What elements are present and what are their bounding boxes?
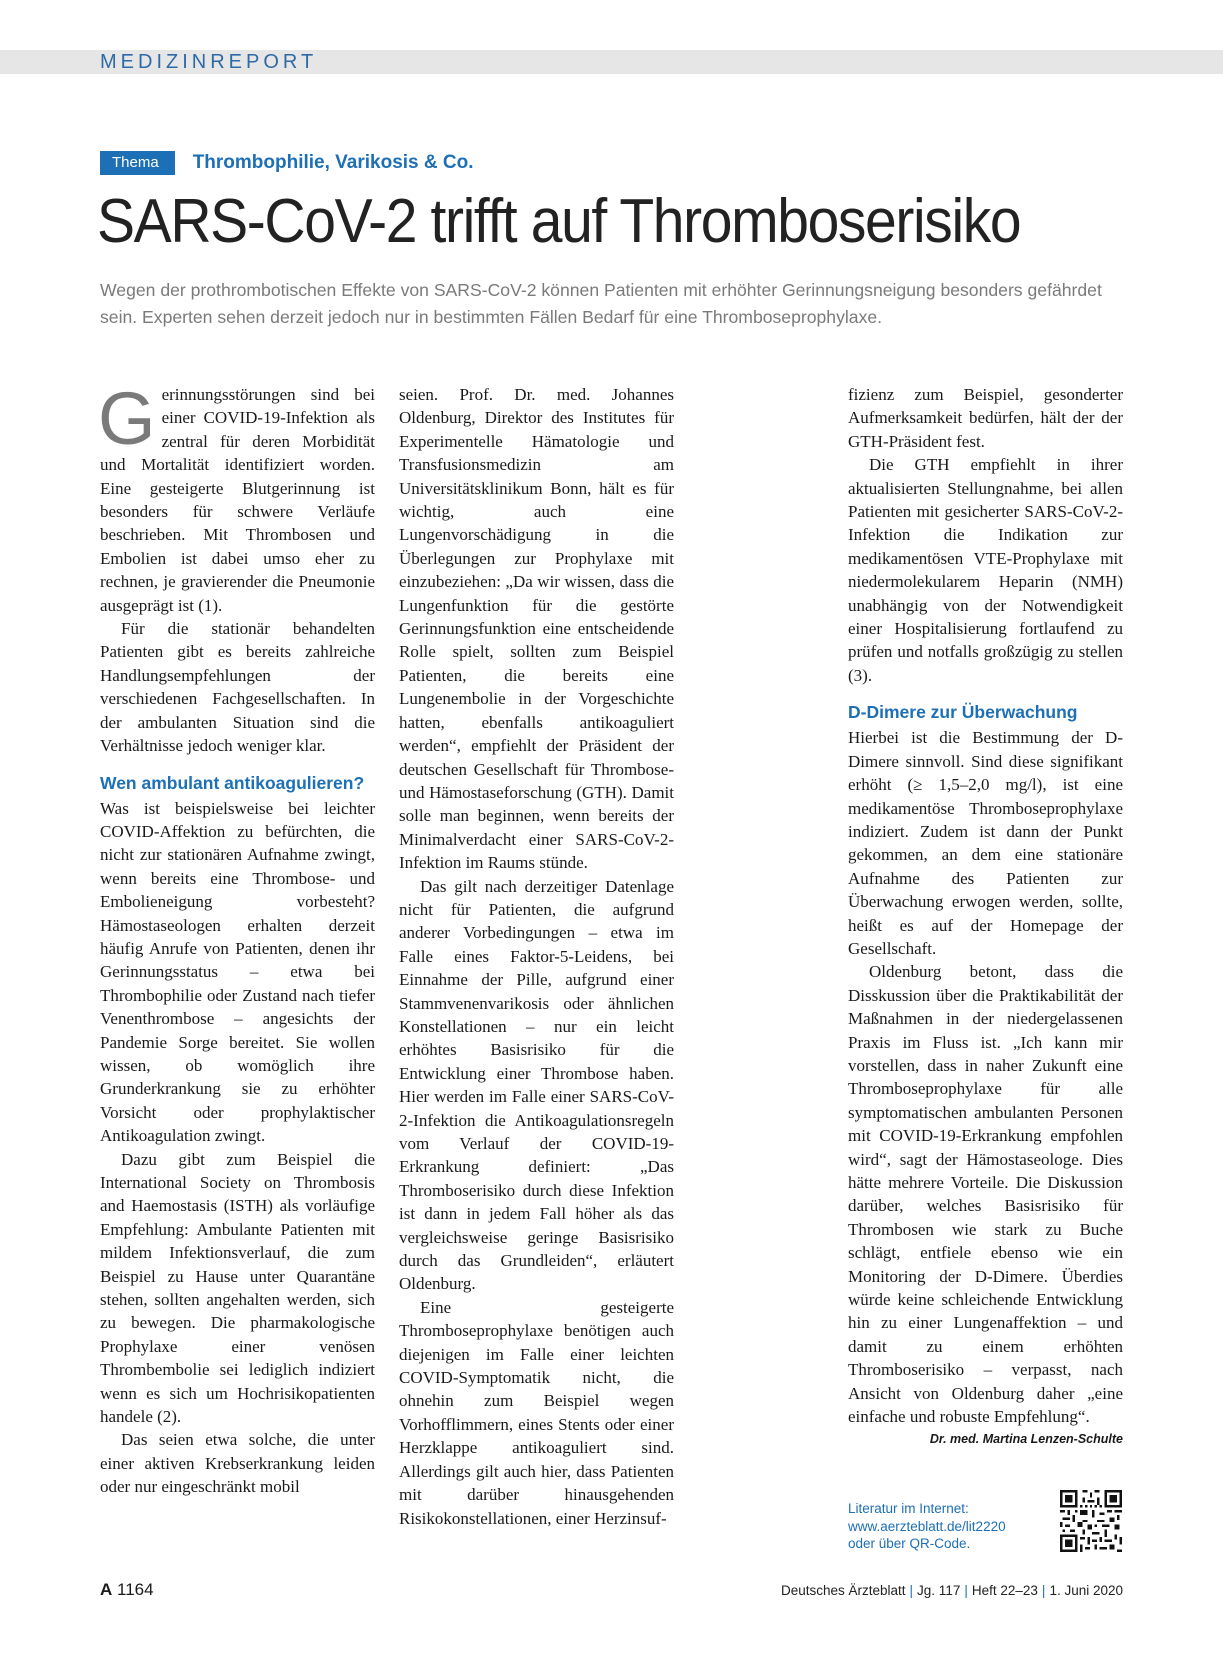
literature-label: Literatur im Internet: <box>848 1501 969 1516</box>
article-column-2 <box>399 383 674 1530</box>
divider: | <box>1041 1583 1046 1598</box>
paragraph: seien. Prof. Dr. med. Johannes Oldenburg, Direktor des Institutes für Experimentelle Hämatologie und Transfusionsmedizin am Universitätsklinikum Bonn, hält es für wichtig, auch eine Lungenvorschädigung in die Überlegungen zur Prophylaxe mit einzubeziehen: „Da wir wissen, dass die Lungenfunktion für die gestörte Gerinnungsfunktion eine entscheidende Rolle spielt, sollten zum Beispiel Patienten, die bereits eine Lungenembolie in der Vorgeschichte hatten, ebenfalls antikoaguliert werden“, empfiehlt der Präsident der deutschen Gesellschaft für Thrombose- und Hämostaseforschung (GTH). Damit solle man beginnen, wenn bereits der Minimalverdacht einer SARS-CoV-2-Infektion im Raums stünde. <box>399 385 674 873</box>
lead-paragraph: Wegen der prothrombotischen Effekte von SARS-CoV-2 können Patienten mit erhöhter Gerinnungsneigung besonders gefährdet sein. Experten sehen derzeit jedoch nur in bestimmten Fällen Bedarf für eine Thromboseprophylaxe. <box>100 280 1102 327</box>
literature-link[interactable]: www.aerzteblatt.de/lit2220 <box>848 1518 1006 1534</box>
topic-title: Thrombophilie, Varikosis & Co. <box>192 152 474 173</box>
topic-badge: Thema <box>100 151 175 175</box>
paragraph: Dazu gibt zum Beispiel die International Society on Thrombosis and Haemostasis (ISTH) als vorläufige Empfehlung: Ambulante Patienten mit mildem Infektionsverlauf, die zum Beispiel zu Hause unter Quarantäne stehen, sollten angehalten werden, sich zu bewegen. Die pharmakologische Prophylaxe einer venösen Thrombembolie sei lediglich indiziert wenn es sich um Hochrisikopatienten handele (2). <box>100 1149 375 1427</box>
literature-box <box>848 1500 1006 1553</box>
paragraph: Das gilt nach derzeitiger Datenlage nicht für Patienten, die aufgrund anderer Vorbedingungen – etwa im Falle eines Faktor-5-Leidens, bei Einnahme der Pille, aufgrund einer Stammvenenvarikosis oder ähnlichen Konstellationen – nur ein leicht erhöhtes Basisrisiko für die Entwicklung einer Thrombose haben. Hier werden im Falle einer SARS-CoV-2-Infektion die Antikoagulationsregeln vom Verlauf der COVID-19-Erkrankung definiert: „Das Thromboserisiko durch diese Infektion ist dann in jedem Fall höher als das vergleichsweise geringe Basisrisiko durch das Grundleiden“, erläutert Oldenburg. <box>399 876 674 1294</box>
journal-name: Deutsches Ärzteblatt <box>780 1583 906 1598</box>
journal-date: 1. Juni 2020 <box>1049 1583 1123 1598</box>
page-number-value: 1164 <box>117 1580 154 1599</box>
page-number <box>100 1580 154 1600</box>
divider: | <box>909 1583 914 1598</box>
drop-cap: G <box>98 377 156 460</box>
paragraph: Eine gesteigerte Thromboseprophylaxe benötigen auch diejenigen im Falle einer leichten COVID-Symptomatik nicht, die ohnehin zum Beispiel wegen Vorhofflimmern, eines Stents oder einer Herzklappe antikoaguliert sind. Allerdings gilt auch hier, dass Patienten mit darüber hinausgehenden Risikokonstellationen, einer Herzinsuf- <box>399 1297 674 1528</box>
journal-issue: Heft 22–23 <box>971 1583 1038 1598</box>
journal-volume: Jg. 117 <box>917 1583 961 1598</box>
paragraph: fizienz zum Beispiel, gesonderter Aufmerksamkeit bedürfen, hält der der GTH-Präsident fest. <box>848 385 1123 451</box>
literature-qr-note: oder über QR-Code. <box>848 1536 971 1551</box>
qr-code-icon[interactable] <box>1060 1490 1122 1552</box>
divider: | <box>964 1583 968 1598</box>
paragraph: Für die stationär behandelten Patienten gibt es bereits zahlreiche Handlungsempfehlungen der verschiedenen Fachgesellschaften. In der ambulanten Situation sind die Verhältnisse jedoch weniger klar. <box>100 619 375 756</box>
paragraph: Was ist beispielsweise bei leichter COVID-Affektion zu befürchten, die nicht zur stationären Aufnahme zwingt, wenn bereits eine Thrombose- und Embolieneigung vorbesteht? Hämostaseologen erhalten derzeit häufig Anrufe von Patienten, denen ihr Gerinnungsstatus – etwa bei Thrombophilie oder Zustand nach tiefer Venenthrombose – angesichts der Pandemie Sorge bereitet. Sie wollen wissen, ob womöglich ihre Grunderkrankung sie zu erhöhter Vorsicht oder prophylaktischer Antikoagulation zwingt. <box>100 798 375 1146</box>
topic-row <box>100 151 474 175</box>
article-column-1 <box>98 377 375 1499</box>
headline: SARS-CoV-2 trifft auf Thromboserisiko <box>97 187 1021 256</box>
paragraph <box>848 960 1123 1447</box>
paragraph-text: erinnungsstörungen sind bei einer COVID-19-Infektion als zentral für deren Morbidität und Mortalität identifiziert worden. Eine gesteigerte Blutgerinnung ist besonders für schwere Verläufe beschrieben. Mit Thrombosen und Embolien ist dabei umso eher zu rechnen, je gravierender die Pneumonie ausgeprägt ist (1). <box>100 385 375 615</box>
paragraph-text: Oldenburg betont, dass die Disskussion über die Praktikabilität der Maßnahmen in der niedergelassenen Praxis im Fluss ist. „Ich kann mir vorstellen, dass in naher Zukunft eine Thromboseprophylaxe für alle symptomatischen ambulanten Personen mit COVID-19-Erkrankung empfohlen wird“, sagt der Hämostaseologe. Dies hätte mehrere Vorteile. Die Diskussion darüber, welches Basisrisiko für Thrombosen wie stark zu Buche schlägt, entfiele ebenso wie ein Monitoring der D-Dimere. Überdies würde keine schleichende Entwicklung hin zu einer Lungenaffektion – und damit zu einem erhöhten Thromboserisiko – verpasst, nach Ansicht von Oldenburg daher „eine einfache und robuste Empfehlung“. <box>848 962 1123 1427</box>
section-label: MEDIZINREPORT <box>100 51 318 73</box>
page-prefix: A <box>100 1580 113 1599</box>
paragraph: Das seien etwa solche, die unter einer aktiven Krebserkrankung leiden oder nur eingeschränkt mobil <box>100 1430 375 1497</box>
paragraph <box>98 377 375 617</box>
journal-footer <box>781 1583 1123 1598</box>
subheading: Wen ambulant antikoagulieren? <box>100 772 365 793</box>
author-byline: Dr. med. Martina Lenzen-Schulte <box>929 1432 1123 1447</box>
subheading: D-Dimere zur Überwachung <box>848 702 1078 723</box>
paragraph: Hierbei ist die Bestimmung der D-Dimere sinnvoll. Sind diese signifikant erhöht (≥ 1,5–2,0 mg/l), ist eine medikamentöse Thromboseprophylaxe indiziert. Zudem ist dann der Punkt gekommen, an dem eine stationäre Aufnahme des Patienten zur Überwachung erwogen werden, sollte, heißt es auf der Homepage der Gesellschaft. <box>848 728 1123 958</box>
article-column-3 <box>848 383 1123 1452</box>
paragraph: Die GTH empfiehlt in ihrer aktualisierten Stellungnahme, bei allen Patienten mit gesicherter SARS-CoV-2-Infektion die Indikation zur medikamentösen VTE-Prophylaxe mit niedermolekularem Heparin (NMH) unabhängig von der Notwendigkeit einer Hospitalisierung fortlaufend zu prüfen und notfalls großzügig zu stellen (3). <box>848 455 1123 685</box>
